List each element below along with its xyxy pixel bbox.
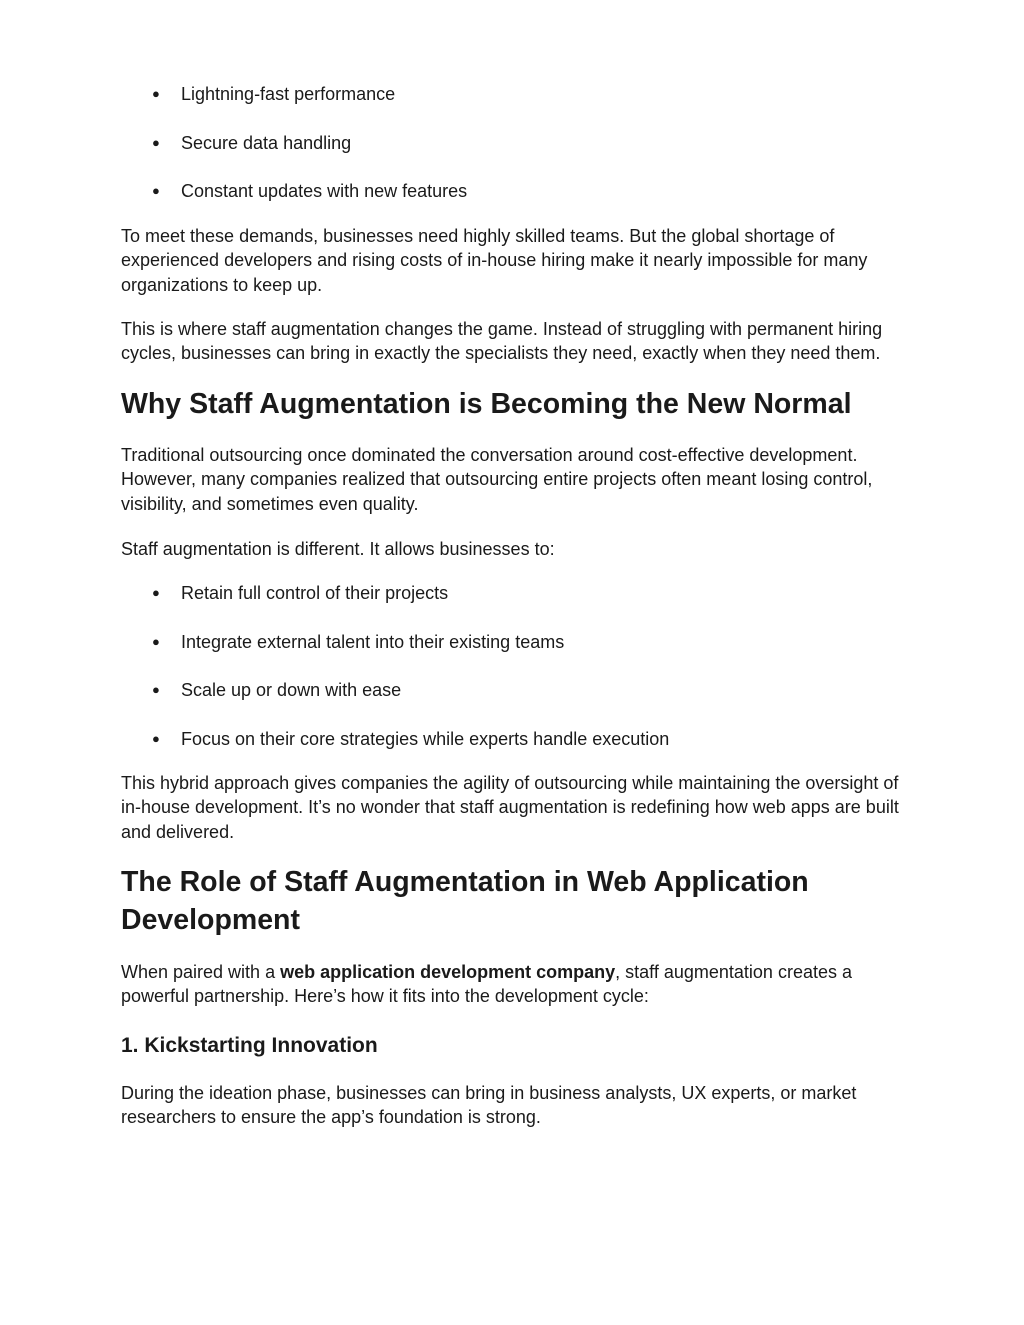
- list-item-text: Lightning-fast performance: [181, 84, 396, 104]
- paragraph-text: When paired with a: [121, 962, 281, 982]
- paragraph-text: , staff augmentation creates a powerful partnership. Here’s how it fits into the development cycle:: [121, 962, 852, 1007]
- bullet-icon: ●: [152, 731, 160, 746]
- section-heading: The Role of Staff Augmentation in Web Application Development: [121, 866, 809, 936]
- paragraph: This hybrid approach gives companies the agility of outsourcing while maintaining the oversight of in-house development. It’s no wonder that staff augmentation is redefining how web apps are built and delivered.: [121, 773, 899, 842]
- paragraph: To meet these demands, businesses need highly skilled teams. But the global shortage of experienced developers and rising costs of in-house hiring make it nearly impossible for many organizations to keep up.: [121, 226, 868, 295]
- list-item-text: Retain full control of their projects: [181, 583, 449, 603]
- bold-phrase: web application development company: [280, 962, 616, 982]
- list-item: [121, 83, 906, 105]
- paragraph: Staff augmentation is different. It allows businesses to:: [121, 539, 555, 559]
- bullet-icon: ●: [152, 682, 160, 697]
- subsection-heading: 1. Kickstarting Innovation: [121, 1034, 378, 1057]
- list-item: [121, 180, 906, 202]
- list-item-text: Integrate external talent into their existing teams: [181, 632, 565, 652]
- bullet-icon: ●: [152, 183, 160, 198]
- list-item: [121, 582, 906, 604]
- list-item: [121, 631, 906, 653]
- bullet-icon: ●: [152, 585, 160, 600]
- list-item-text: Constant updates with new features: [181, 181, 468, 201]
- bullet-icon: ●: [152, 634, 160, 649]
- paragraph: [121, 960, 906, 1009]
- paragraph: This is where staff augmentation changes the game. Instead of struggling with permanent hiring cycles, businesses can bring in exactly the specialists they need, exactly when they need them.: [121, 319, 883, 364]
- list-item-text: Secure data handling: [181, 133, 352, 153]
- bullet-icon: ●: [152, 86, 160, 101]
- section-heading: Why Staff Augmentation is Becoming the New Normal: [121, 388, 852, 420]
- list-item: [121, 728, 906, 750]
- bullet-icon: ●: [152, 135, 160, 150]
- paragraph: Traditional outsourcing once dominated the conversation around cost-effective development. However, many companies realized that outsourcing entire projects often meant losing control, visibility, and sometimes even quality.: [121, 445, 873, 514]
- list-item: [121, 132, 906, 154]
- paragraph: During the ideation phase, businesses can bring in business analysts, UX experts, or market researchers to ensure the app’s foundation is strong.: [121, 1083, 857, 1128]
- list-item-text: Scale up or down with ease: [181, 680, 402, 700]
- list-item: [121, 679, 906, 701]
- list-item-text: Focus on their core strategies while experts handle execution: [181, 729, 670, 749]
